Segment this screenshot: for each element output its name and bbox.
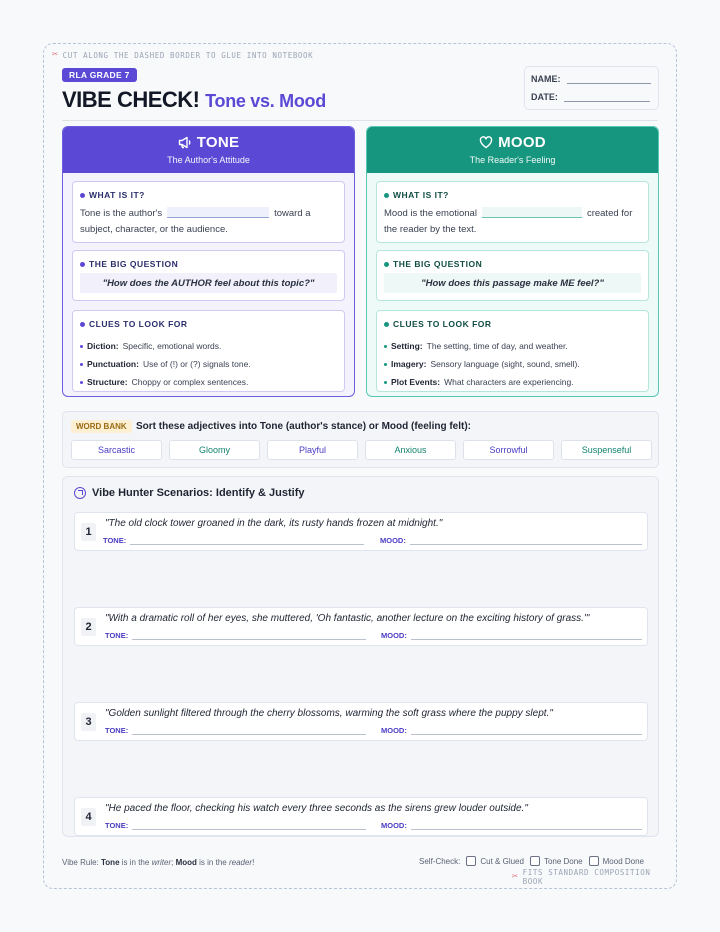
word-chip-suspenseful[interactable]: Suspenseful [561,440,652,460]
bullet-dot [384,322,389,327]
mood-what-card: WHAT IS IT? Mood is the emotional created for the reader by the text. [376,181,649,243]
check-tone-done[interactable]: Tone Done [530,856,583,866]
scenario-card-3: 3 "Golden sunlight filtered through the cherry blossoms, warming the soft grass where the puppy slept." TONE: MOOD: [74,702,648,741]
page-subtitle: Tone vs. Mood [205,91,326,111]
self-check: Self-Check: Cut & Glued Tone Done Mood Done [419,856,644,866]
mood-definition-blank[interactable] [482,207,582,218]
tone-answer-line[interactable] [132,822,366,830]
composition-note: ✂ FITS STANDARD COMPOSITION BOOK [512,868,651,886]
tone-answer-line[interactable] [130,537,364,545]
date-field[interactable] [564,93,650,102]
mood-answer: MOOD: [381,631,642,640]
word-bank-tag: WORD BANK [71,420,132,433]
scenarios-section [62,476,659,837]
worksheet [43,43,677,889]
tone-answer: TONE: [105,631,366,640]
list-item: Imagery: Sensory language (sight, sound, smell). [384,355,580,373]
mood-clue-list [384,337,580,391]
megaphone-icon [178,136,192,149]
tone-question-card: THE BIG QUESTION "How does the AUTHOR feel about this topic?" [72,250,345,301]
mood-answer-line[interactable] [411,632,642,640]
bullet-dot [80,262,85,267]
list-item: Diction: Specific, emotional words. [80,337,251,355]
mood-clues-card: CLUES TO LOOK FOR Setting: The setting, time of day, and weather. Imagery: Sensory language (sight, sound, smell). Plot Events: What characters are experiencing. [376,310,649,392]
mood-answer-line[interactable] [410,537,642,545]
compass-icon [74,487,86,499]
word-chip-playful[interactable]: Playful [267,440,358,460]
header-divider [62,120,658,121]
mood-question-card: THE BIG QUESTION "How does this passage make ME feel?" [376,250,649,301]
word-chip-sarcastic[interactable]: Sarcastic [71,440,162,460]
checkbox[interactable] [466,856,476,866]
name-date-box [524,66,659,110]
mood-answer: MOOD: [381,821,642,830]
bullet-dot [80,193,85,198]
date-row: DATE: [531,92,650,102]
tone-answer-line[interactable] [132,727,366,735]
heart-icon [479,136,493,149]
page-title: VIBE CHECK! Tone vs. Mood [62,87,326,112]
list-item: Structure: Choppy or complex sentences. [80,373,251,391]
mood-header: MOOD The Reader's Feeling [367,127,658,173]
mood-answer: MOOD: [381,726,642,735]
mood-answer-line[interactable] [411,727,642,735]
word-bank [62,411,659,468]
name-field[interactable] [567,75,651,84]
name-row: NAME: [531,74,651,84]
tone-big-question: "How does the AUTHOR feel about this topic?" [80,273,337,293]
scenario-card-1: 1 "The old clock tower groaned in the dark, its rusty hands frozen at midnight." TONE: MOOD: [74,512,648,551]
tone-answer: TONE: [103,536,364,545]
vibe-rule: Vibe Rule: Tone is in the writer; Mood is in the reader! [62,858,255,867]
tone-column [62,126,355,397]
bullet-dot [384,262,389,267]
bullet-dot [384,193,389,198]
tone-what-card: WHAT IS IT? Tone is the author's toward a subject, character, or the audience. [72,181,345,243]
tone-clues-card: CLUES TO LOOK FOR Diction: Specific, emotional words. Punctuation: Use of (!) or (?) signals tone. Structure: Choppy or complex sentences. [72,310,345,392]
mood-answer: MOOD: [380,536,642,545]
tone-header: TONE The Author's Attitude [63,127,354,173]
list-item: Setting: The setting, time of day, and weather. [384,337,580,355]
check-cut-glued[interactable]: Cut & Glued [466,856,524,866]
check-mood-done[interactable]: Mood Done [589,856,644,866]
mood-big-question: "How does this passage make ME feel?" [384,273,641,293]
scissors-icon: ✂ [512,871,519,882]
word-bank-words [71,440,652,460]
tone-answer: TONE: [105,726,366,735]
scissors-icon: ✂ [52,49,59,60]
scenarios-title: Vibe Hunter Scenarios: Identify & Justify [74,487,305,499]
tone-answer-line[interactable] [132,632,366,640]
checkbox[interactable] [530,856,540,866]
list-item: Punctuation: Use of (!) or (?) signals tone. [80,355,251,373]
cut-instruction: ✂ CUT ALONG THE DASHED BORDER TO GLUE INTO NOTEBOOK [52,49,314,60]
word-chip-gloomy[interactable]: Gloomy [169,440,260,460]
tone-definition-blank[interactable] [167,207,269,218]
word-bank-instruction: Sort these adjectives into Tone (author's stance) or Mood (feeling felt): [136,421,472,432]
word-chip-anxious[interactable]: Anxious [365,440,456,460]
tone-clue-list [80,337,251,391]
grade-badge: RLA GRADE 7 [62,68,137,82]
tone-answer: TONE: [105,821,366,830]
scenario-card-2: 2 "With a dramatic roll of her eyes, she muttered, 'Oh fantastic, another lecture on the exciting history of grass.'" TONE: MOOD: [74,607,648,646]
checkbox[interactable] [589,856,599,866]
bullet-dot [80,322,85,327]
mood-column [366,126,659,397]
word-chip-sorrowful[interactable]: Sorrowful [463,440,554,460]
scenario-card-4: 4 "He paced the floor, checking his watch every three seconds as the sirens grew louder outside." TONE: MOOD: [74,797,648,836]
list-item: Plot Events: What characters are experiencing. [384,373,580,391]
mood-answer-line[interactable] [411,822,642,830]
